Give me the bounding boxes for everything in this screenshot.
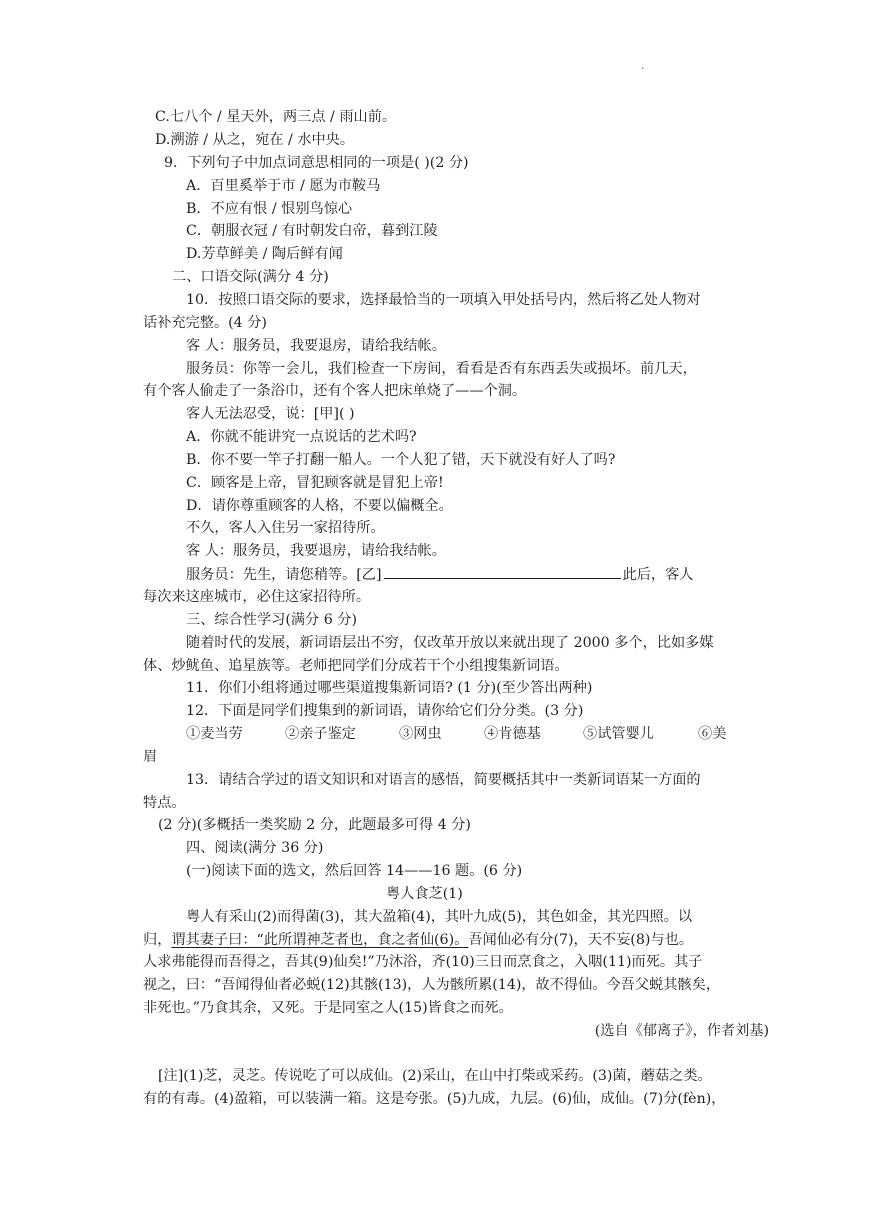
passage-source: (选自《郁离子》，作者刘基) (594, 1023, 769, 1039)
word-4: ④肯德基 (484, 726, 541, 742)
dialog-waiter-1-line-2: 有个客人偷走了一条浴巾，还有个客人把床单烧了——个洞。 (143, 383, 527, 399)
q10-option-d: D．请你尊重顾客的人格，不要以偏概全。 (186, 498, 453, 514)
q9-option-d: D.芳草鲜美 / 陶后鲜有闻 (186, 246, 343, 262)
word-1: ①麦当劳 (186, 726, 243, 742)
q8-option-d: D.溯游 / 从之，宛在 / 水中央。 (155, 132, 355, 148)
underlined-sentence: 谓其妻子曰：“此所谓神芝者也，食之者仙(6)。 (171, 932, 469, 948)
dialog-waiter-2-line-1 (186, 564, 693, 585)
section3-intro-line-1: 随着时代的发展，新词语层出不穷，仅改革开放以来就出现了 2000 多个，比如多媒 (186, 635, 714, 651)
header-mark: · (641, 64, 645, 75)
passage-line-4: 视之，曰：“吾闻得仙者必蜕(12)其骸(13)，人为骸所累(14)，故不得仙。今吾父蜕其骸矣， (143, 977, 721, 993)
waiter-2-prefix: 服务员：先生，请您稍等。[乙] (186, 567, 382, 583)
notes-line-1: [注](1)芝，灵芝。传说吃了可以成仙。(2)采山，在山中打柴或采药。(3)菌，蘑菇之类。 (158, 1068, 712, 1084)
passage-line-5: 非死也。”乃食其余，又死。于是同室之人(15)皆食之而死。 (143, 1000, 513, 1016)
section-title-reading: 四、阅读(满分 36 分) (186, 840, 324, 856)
q11: 11．你们小组将通过哪些渠道搜集新词语? (1 分)(至少答出两种) (186, 680, 593, 696)
section-title-comprehensive: 三、综合性学习(满分 6 分) (186, 612, 357, 628)
dialog-guest-1: 客 人：服务员，我要退房，请给我结帐。 (186, 338, 446, 354)
q10-line-1: 10．按照口语交际的要求，选择最恰当的一项填入甲处括号内，然后将乙处人物对 (186, 292, 701, 308)
q12: 12．下面是同学们搜集到的新词语，请你给它们分分类。(3 分) (186, 703, 584, 719)
word-2: ②亲子鉴定 (285, 726, 356, 742)
q9-option-b: B．不应有恨 / 恨别鸟惊心 (186, 201, 353, 217)
word-6: ⑥美 (698, 726, 727, 742)
q13-line-3: (2 分)(多概括一类奖励 2 分，此题最多可得 4 分) (158, 817, 471, 833)
dialog-waiter-1-line-1: 服务员：你等一会儿，我们检查一下房间，看看是否有东西丢失或损坏。前几天， (186, 361, 697, 377)
passage-line-3: 人求弗能得而吾得之，吾其(9)仙矣!”乃沐浴，齐(10)三日而烹食之，入咽(11)而死。其子 (143, 954, 703, 970)
dialog-guest-angry: 客人无法忍受，说：[甲]( ) (186, 406, 355, 422)
q9-option-c: C．朝服衣冠 / 有时朝发白帝，暮到江陵 (186, 223, 438, 239)
q8-option-c: C.七八个 / 星天外，两三点 / 雨山前。 (155, 109, 397, 125)
q10-option-b: B．你不要一竿子打翻一船人。一个人犯了错，天下就没有好人了吗? (186, 452, 616, 468)
section-title-oral: 二、口语交际(满分 4 分) (172, 269, 329, 285)
word-6-wrap: 眉 (143, 749, 158, 765)
q9-stem: 9．下列句子中加点词意思相同的一项是( )(2 分) (164, 155, 469, 171)
q10-line-2: 话补充完整。(4 分) (143, 315, 267, 331)
waiter-2-suffix: 此后，客人 (622, 567, 694, 583)
passage-title: 粤人食芝(1) (386, 886, 463, 902)
passage-line-2 (143, 930, 693, 950)
reading-part-1: (一)阅读下面的选文，然后回答 14——16 题。(6 分) (186, 863, 523, 879)
dialog-waiter-2-line-2: 每次来这座城市，必住这家招待所。 (143, 589, 371, 605)
section3-intro-line-2: 体、炒鱿鱼、追星族等。老师把同学们分成若干个小组搜集新词语。 (143, 658, 569, 674)
q13-line-2: 特点。 (143, 795, 186, 811)
answer-blank-yi[interactable] (384, 564, 621, 579)
q10-option-c: C．顾客是上帝，冒犯顾客就是冒犯上帝! (186, 475, 444, 491)
passage-line-2-pre: 归， (143, 932, 172, 948)
passage-line-1: 粤人有采山(2)而得菌(3)，其大盈箱(4)，其叶九成(5)，其色如金，其光四照。以 (186, 909, 693, 925)
dialog-later: 不久，客人入住另一家招待所。 (186, 520, 385, 536)
dialog-guest-2: 客 人：服务员，我要退房，请给我结帐。 (186, 543, 446, 559)
passage-line-2-post: 吾闻仙必有分(7)，天不妄(8)与也。 (468, 932, 693, 948)
notes-line-2: 有的有毒。(4)盈箱，可以装满一箱。这是夸张。(5)九成，九层。(6)仙，成仙。(7)分(fèn)， (143, 1091, 726, 1107)
word-5: ⑤试管婴儿 (583, 726, 654, 742)
q9-option-a: A．百里奚举于市 / 愿为市鞍马 (186, 178, 381, 194)
word-3: ③网虫 (399, 726, 442, 742)
q13-line-1: 13．请结合学过的语文知识和对语言的感悟，简要概括其中一类新词语某一方面的 (186, 772, 701, 788)
q10-option-a: A．你就不能讲究一点说话的艺术吗? (186, 429, 417, 445)
